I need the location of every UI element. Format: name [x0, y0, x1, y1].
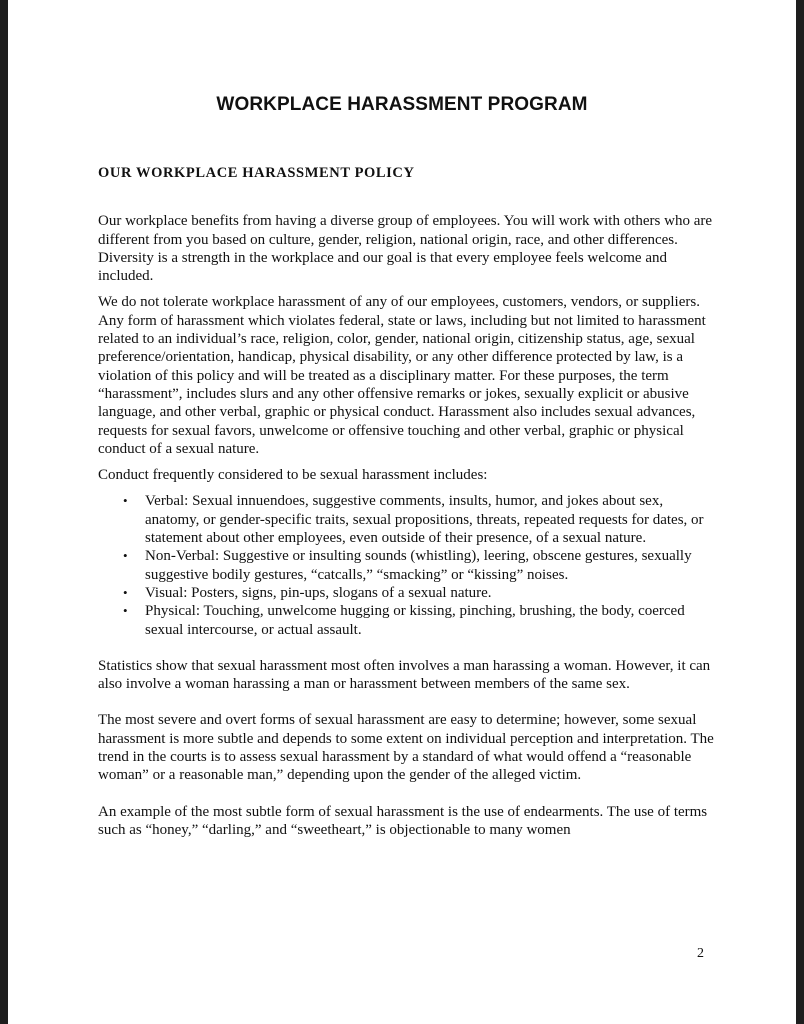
left-edge — [0, 0, 8, 1024]
list-item-text: Verbal: Sexual innuendoes, suggestive comments, insults, humor, and jokes about sex, anatomy, or gender-specific traits, sexual propositions, threats, repeated requests for dates, or statement about other employees, even outside of their presence, of a sexual nature. — [145, 493, 704, 547]
bullet-icon: • — [123, 603, 128, 619]
list-item — [123, 602, 718, 639]
document-title: WORKPLACE HARASSMENT PROGRAM — [216, 94, 588, 115]
document-body — [98, 164, 718, 847]
list-item-text: Visual: Posters, signs, pin-ups, slogans of a sexual nature. — [145, 584, 492, 601]
list-item-text: Non-Verbal: Suggestive or insulting sounds (whistling), leering, obscene gestures, sexually suggestive bodily gestures, “catcalls,” “smacking” or “kissing” noises. — [145, 548, 692, 583]
paragraph-policy: We do not tolerate workplace harassment of any of our employees, customers, vendors, or suppliers. Any form of harassment which violates federal, state or laws, including but not limited to harassment related to an individual’s race, religion, color, gender, national origin, citizenship status, age, sexual preference/orientation, handicap, physical disability, or any other difference protected by law, is a violation of this policy and will be treated as a disciplinary matter. For these purposes, the term “harassment”, includes slurs and any other offensive remarks or jokes, sexually explicit or abusive language, and other verbal, graphic or physical conduct. Harassment also includes sexual advances, requests for sexual favors, unwelcome or offensive touching and other verbal, graphic or physical conduct of a sexual nature. — [98, 294, 706, 457]
list-item — [123, 584, 718, 602]
list-item-text: Physical: Touching, unwelcome hugging or kissing, pinching, brushing, the body, coerced sexual intercourse, or actual assault. — [145, 603, 685, 638]
paragraph-endearments: An example of the most subtle form of sexual harassment is the use of endearments. The use of terms such as “honey,” “darling,” and “sweetheart,” is objectionable to many women — [98, 803, 708, 838]
section-heading: OUR WORKPLACE HARASSMENT POLICY — [98, 165, 415, 181]
paragraph-severity: The most severe and overt forms of sexual harassment are easy to determine; however, some sexual harassment is more subtle and depends to some extent on individual perception and interpretation. The trend in the courts is to assess sexual harassment by a standard of what would offend a “reasonable woman” or a reasonable man,” depending upon the gender of the alleged victim. — [98, 712, 714, 784]
paragraph-diversity: Our workplace benefits from having a diverse group of employees. You will work with others who are different from you based on culture, gender, religion, national origin, race, and other differences. Diversity is a strength in the workplace and our goal is that every employee feels welcome and included. — [98, 213, 713, 285]
paragraph-conduct-intro: Conduct frequently considered to be sexual harassment includes: — [98, 467, 488, 484]
document-page — [8, 0, 796, 1024]
list-item — [123, 547, 718, 584]
paragraph-statistics: Statistics show that sexual harassment most often involves a man harassing a woman. However, it can also involve a woman harassing a man or harassment between members of the same sex. — [98, 657, 711, 693]
conduct-list — [98, 492, 718, 638]
bullet-icon: • — [123, 493, 128, 509]
list-item — [123, 492, 718, 547]
page-number: 2 — [697, 946, 704, 961]
bullet-icon: • — [123, 548, 128, 564]
bullet-icon: • — [123, 584, 128, 600]
right-edge — [796, 0, 804, 1024]
